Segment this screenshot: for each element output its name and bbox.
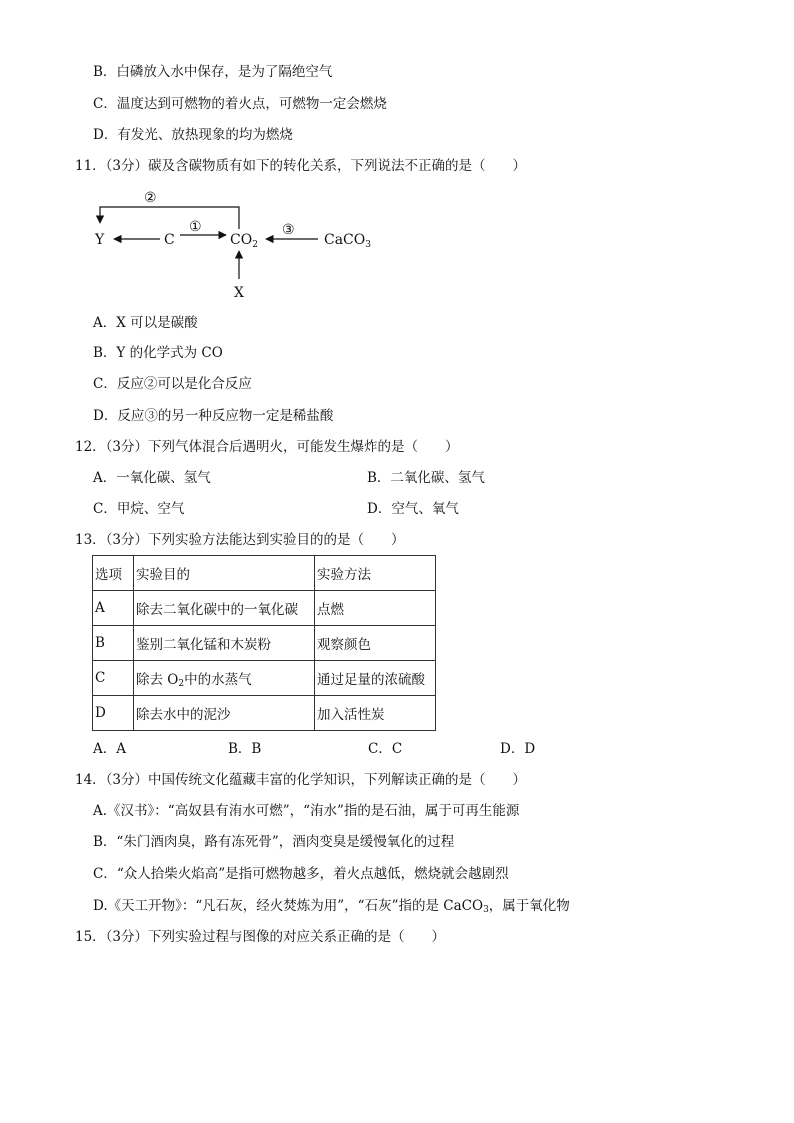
q11-option-d: D．反应③的另一种反应物一定是稀盐酸	[93, 408, 334, 424]
table-row	[93, 591, 436, 626]
q12-option-b: B．二氧化碳、氢气	[367, 470, 485, 486]
q12-option-d: D．空气、氧气	[367, 501, 459, 517]
q14-option-c: C．“众人拾柴火焰高”是指可燃物越多，着火点越低，燃烧就会越剧烈	[93, 866, 509, 882]
q12-stem: 12．（3分）下列气体混合后遇明火，可能发生爆炸的是（ ）	[75, 439, 459, 455]
table-row	[93, 696, 436, 731]
q12-option-a: A．一氧化碳、氢气	[93, 470, 211, 486]
q13-option-b: B．B	[228, 741, 262, 757]
q14-stem: 14．（3分）中国传统文化蕴藏丰富的化学知识，下列解读正确的是（ ）	[75, 772, 527, 788]
table-cell: 加入活性炭	[315, 696, 436, 731]
q10-option-d: D．有发光、放热现象的均为燃烧	[93, 127, 293, 143]
q14-option-d-text: D.《天工开物》：“凡石灰，经火焚炼为用”，“石灰”指的是 CaCO	[93, 898, 484, 914]
q14-option-d-subscript: 3	[483, 905, 489, 915]
table-cell-text: 中的水蒸气	[184, 671, 252, 688]
label-reaction-1: ①	[189, 219, 202, 235]
label-reaction-3: ③	[282, 222, 295, 238]
table-row	[93, 626, 436, 661]
q13-option-c: C．C	[368, 741, 403, 757]
q11-stem: 11．（3分）碳及含碳物质有如下的转化关系，下列说法不正确的是（ ）	[75, 158, 527, 174]
table-cell: B	[93, 626, 134, 661]
table-header-row	[93, 556, 436, 591]
table-header-cell: 实验目的	[134, 556, 315, 591]
q15-stem: 15．（3分）下列实验过程与图像的对应关系正确的是（ ）	[75, 929, 446, 945]
table-cell-text: 除去 O	[136, 671, 179, 688]
table-cell: 除去二氧化碳中的一氧化碳	[134, 591, 315, 626]
node-y: Y	[95, 232, 105, 248]
node-co2: $CO_2$	[230, 232, 258, 250]
q10-option-b: B．白磷放入水中保存，是为了隔绝空气	[93, 64, 333, 80]
table-cell: 除去水中的泥沙	[134, 696, 315, 731]
node-c: C	[164, 232, 175, 248]
q11-option-a: A．X 可以是碳酸	[93, 315, 198, 331]
node-x: X	[234, 285, 244, 301]
q10-option-c: C．温度达到可燃物的着火点，可燃物一定会燃烧	[93, 96, 387, 112]
table-cell	[134, 661, 315, 696]
experiment-table	[92, 555, 436, 731]
label-reaction-2: ②	[144, 190, 157, 206]
table-row	[93, 661, 436, 696]
q14-option-d	[93, 896, 570, 920]
table-cell: 观察颜色	[315, 626, 436, 661]
q13-option-a: A．A	[93, 741, 126, 757]
q13-stem: 13．（3分）下列实验方法能达到实验目的的是（ ）	[75, 532, 405, 548]
node-caco3: CaCO$_3$	[324, 232, 371, 250]
q11-option-c: C．反应②可以是化合反应	[93, 376, 252, 392]
q13-option-d: D．D	[500, 741, 536, 757]
q12-option-c: C．甲烷、空气	[93, 501, 185, 517]
table-cell: 点燃	[315, 591, 436, 626]
table-header-cell: 实验方法	[315, 556, 436, 591]
table-cell: D	[93, 696, 134, 731]
q14-option-a: A.《汉书》：“高奴县有洧水可燃”，“洧水”指的是石油，属于可再生能源	[93, 803, 520, 819]
carbon-conversion-diagram	[90, 185, 390, 305]
arrow-reaction-2	[100, 207, 239, 229]
q14-option-b: B．“朱门酒肉臭，路有冻死骨”，酒肉变臭是缓慢氧化的过程	[93, 834, 455, 850]
table-cell-subscript: 2	[178, 678, 185, 689]
q14-option-d-tail: ，属于氧化物	[488, 898, 570, 914]
table-header-cell: 选项	[93, 556, 134, 591]
table-cell: A	[93, 591, 134, 626]
table-cell: 通过足量的浓硫酸	[315, 661, 436, 696]
table-cell: 鉴别二氧化锰和木炭粉	[134, 626, 315, 661]
q11-option-b: B．Y 的化学式为 CO	[93, 345, 223, 361]
table-cell: C	[93, 661, 134, 696]
